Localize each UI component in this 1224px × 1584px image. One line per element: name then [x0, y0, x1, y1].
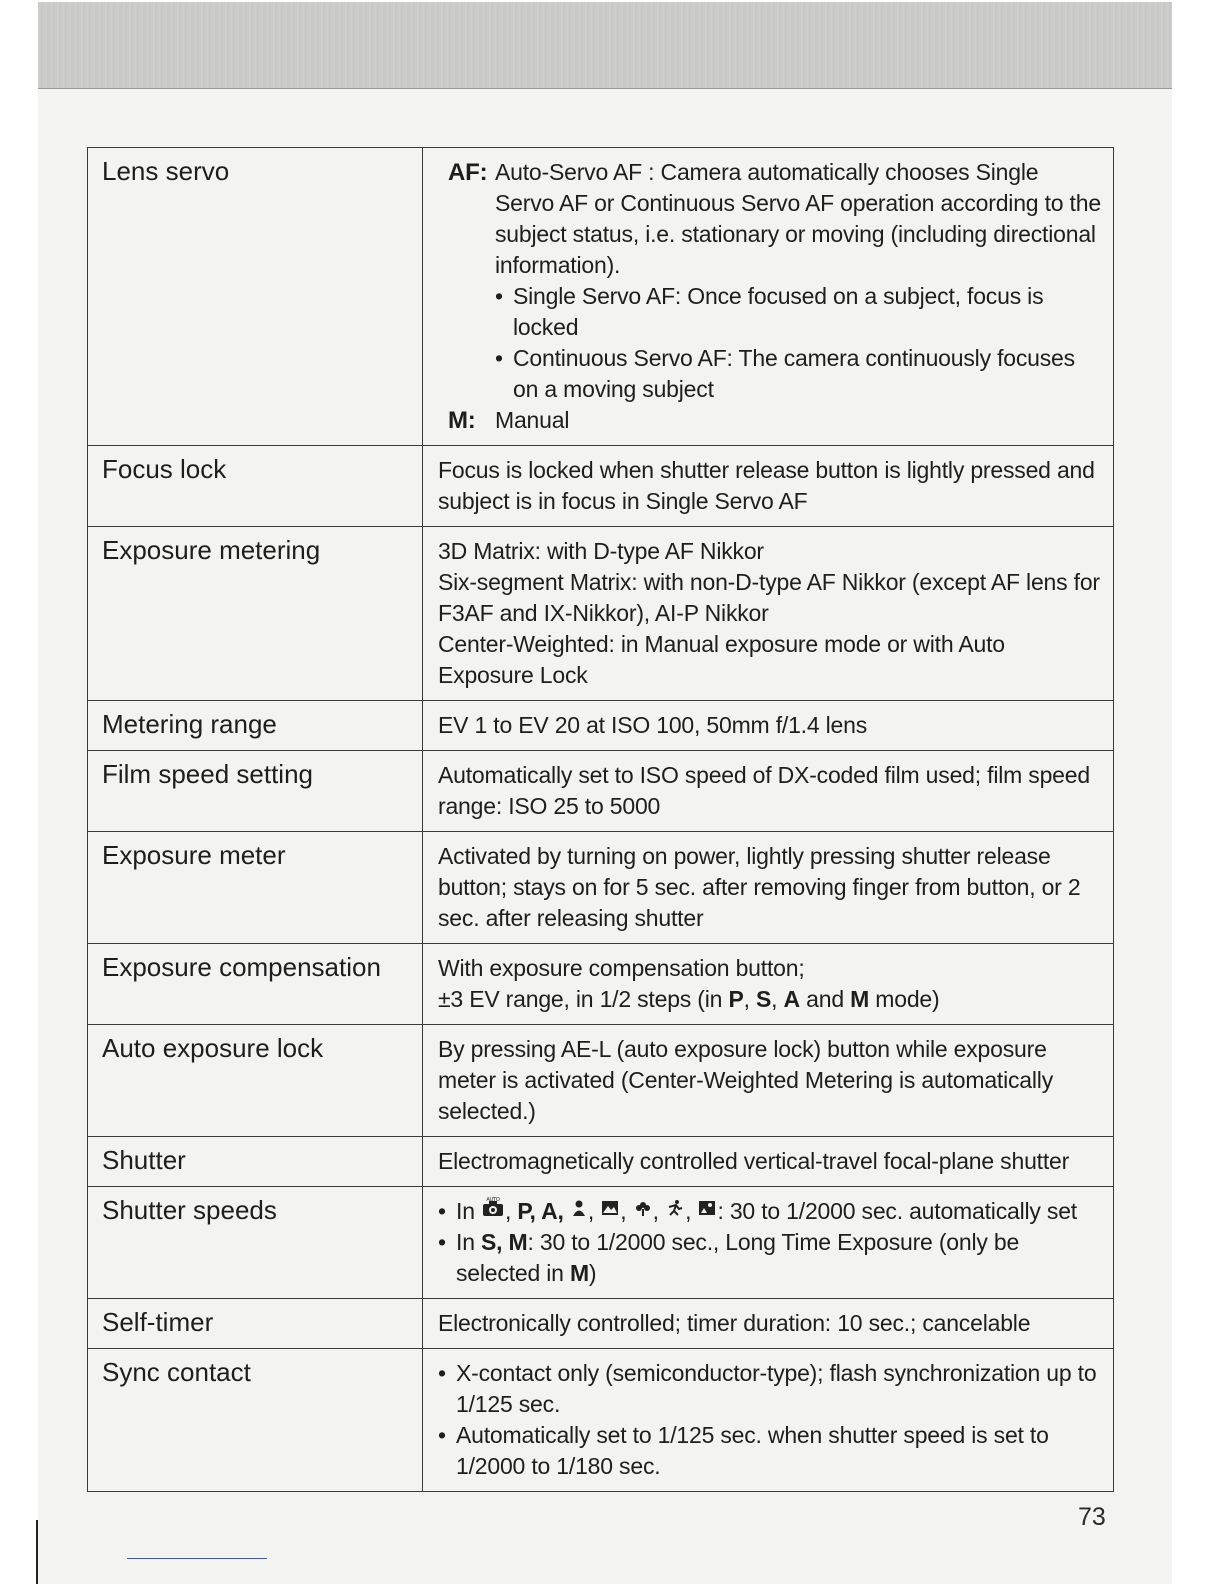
spec-value-exposure-metering [423, 527, 1114, 701]
manual-modes-suffix: ) [588, 1260, 597, 1286]
list-item [438, 1420, 1103, 1482]
spec-value-lens-servo [423, 148, 1114, 446]
list-item [495, 281, 1103, 343]
spec-value-focus-lock: Focus is locked when shutter release button is lightly pressed and subject is in focus in Single Servo AF [423, 446, 1114, 527]
spec-value-exposure-meter: Activated by turning on power, lightly pressing shutter release button; stays on for 5 sec. after removing finger from button, or 2 sec. after releasing shutter [423, 832, 1114, 944]
table-row [88, 446, 1114, 527]
footer-divider [127, 1558, 267, 1559]
mode-pa-label: P, A, [517, 1198, 564, 1224]
spec-label-shutter-speeds: Shutter speeds [88, 1187, 423, 1299]
page-number: 73 [1078, 1503, 1106, 1531]
list-item [495, 343, 1103, 405]
spec-label-auto-exposure-lock: Auto exposure lock [88, 1025, 423, 1137]
compensation-range-text [438, 984, 1103, 1015]
x-contact-text: X-contact only (semiconductor-type); flash synchronization up to 1/125 sec. [456, 1360, 1097, 1417]
mode-sm-label: S, M [480, 1229, 528, 1255]
table-row [88, 751, 1114, 832]
bullet-icon: • [438, 1229, 446, 1255]
svg-text:AUTO: AUTO [486, 1197, 500, 1203]
separator: , [771, 986, 784, 1012]
spec-label-exposure-meter: Exposure meter [88, 832, 423, 944]
spec-value-auto-exposure-lock: By pressing AE-L (auto exposure lock) button while exposure meter is activated (Center-Weighted Metering is automatically selected.) [423, 1025, 1114, 1137]
header-band [38, 2, 1172, 89]
continuous-servo-text: Continuous Servo AF: The camera continuously focuses on a moving subject [513, 345, 1075, 402]
auto-modes-prefix: In [456, 1198, 481, 1224]
mode-m-label: M [569, 1260, 589, 1286]
bullet-icon: • [495, 283, 503, 309]
and-text: and [799, 986, 851, 1012]
table-row [88, 944, 1114, 1025]
bullet-icon: • [438, 1198, 446, 1224]
table-row [88, 1349, 1114, 1492]
auto-modes-glyph-sep: , [504, 1198, 518, 1224]
spec-value-shutter-speeds [423, 1187, 1114, 1299]
sports-mode-icon [666, 1196, 684, 1227]
portrait-mode-icon [571, 1196, 587, 1227]
auto-modes-suffix: : 30 to 1/2000 sec. automatically set [717, 1198, 1077, 1224]
list-item [438, 1358, 1103, 1420]
auto-mode-icon [482, 1196, 504, 1227]
spec-label-film-speed-setting: Film speed setting [88, 751, 423, 832]
manual-modes-prefix: In [456, 1229, 481, 1255]
auto-sync-text: Automatically set to 1/125 sec. when shutter speed is set to 1/2000 to 1/180 sec. [456, 1422, 1049, 1479]
metering-center-weighted: Center-Weighted: in Manual exposure mode or with Auto Exposure Lock [438, 631, 1005, 688]
bullet-icon: • [495, 345, 503, 371]
spec-value-sync-contact [423, 1349, 1114, 1492]
table-row [88, 148, 1114, 446]
compensation-button-text: With exposure compensation button; [438, 955, 805, 981]
spec-value-shutter: Electromagnetically controlled vertical-travel focal-plane shutter [423, 1137, 1114, 1187]
single-servo-text: Single Servo AF: Once focused on a subject, focus is locked [513, 283, 1044, 340]
list-item [438, 1227, 1103, 1289]
compensation-range-suffix: mode) [869, 986, 940, 1012]
mode-s-label: S [756, 986, 772, 1012]
table-row [88, 832, 1114, 944]
spec-value-self-timer: Electronically controlled; timer duration: 10 sec.; cancelable [423, 1299, 1114, 1349]
landscape-mode-icon [601, 1196, 619, 1227]
night-portrait-mode-icon [698, 1196, 716, 1227]
table-row [88, 1025, 1114, 1137]
m-key: M: [448, 407, 476, 434]
mode-p-label: P [728, 986, 744, 1012]
af-description: Auto-Servo AF : Camera automatically chooses Single Servo AF or Continuous Servo AF operation according to the subject status, i.e. stationary or moving (including directional information). [495, 159, 1101, 278]
spec-label-metering-range: Metering range [88, 701, 423, 751]
compensation-range-prefix: ±3 EV range, in 1/2 steps (in [438, 986, 729, 1012]
m-description: Manual [495, 407, 570, 433]
table-row [88, 1299, 1114, 1349]
af-entry [438, 157, 1103, 405]
separator: , [743, 986, 756, 1012]
manual-modes-text: : 30 to 1/2000 sec., Long Time Exposure (only be selected in [456, 1229, 1020, 1286]
page-edge-divider [36, 1520, 38, 1584]
spec-value-exposure-compensation [423, 944, 1114, 1025]
spec-label-exposure-metering: Exposure metering [88, 527, 423, 701]
spec-label-sync-contact: Sync contact [88, 1349, 423, 1492]
close-up-mode-icon [634, 1196, 652, 1227]
table-row [88, 1137, 1114, 1187]
metering-six-segment: Six-segment Matrix: with non-D-type AF Nikkor (except AF lens for F3AF and IX-Nikkor), AI-P Nikkor [438, 569, 1100, 626]
spec-label-shutter: Shutter [88, 1137, 423, 1187]
table-row [88, 1187, 1114, 1299]
spec-label-exposure-compensation: Exposure compensation [88, 944, 423, 1025]
bullet-icon: • [438, 1422, 446, 1448]
mode-m-label: M [850, 986, 870, 1012]
manual-entry [438, 405, 1103, 436]
af-key: AF: [448, 159, 488, 186]
bullet-icon: • [438, 1360, 446, 1386]
table-row [88, 527, 1114, 701]
spec-label-lens-servo: Lens servo [88, 148, 423, 446]
spec-value-film-speed-setting: Automatically set to ISO speed of DX-coded film used; film speed range: ISO 25 to 5000 [423, 751, 1114, 832]
table-row [88, 701, 1114, 751]
mode-a-label: A [783, 986, 800, 1012]
spec-label-focus-lock: Focus lock [88, 446, 423, 527]
spec-label-self-timer: Self-timer [88, 1299, 423, 1349]
spec-value-metering-range: EV 1 to EV 20 at ISO 100, 50mm f/1.4 lens [423, 701, 1114, 751]
list-item: • In AUTO , P, A, , , , , : 30 to 1/2000 sec. automatically set [438, 1196, 1103, 1227]
specifications-table [87, 147, 1114, 1492]
metering-3d-matrix: 3D Matrix: with D-type AF Nikkor [438, 538, 764, 564]
